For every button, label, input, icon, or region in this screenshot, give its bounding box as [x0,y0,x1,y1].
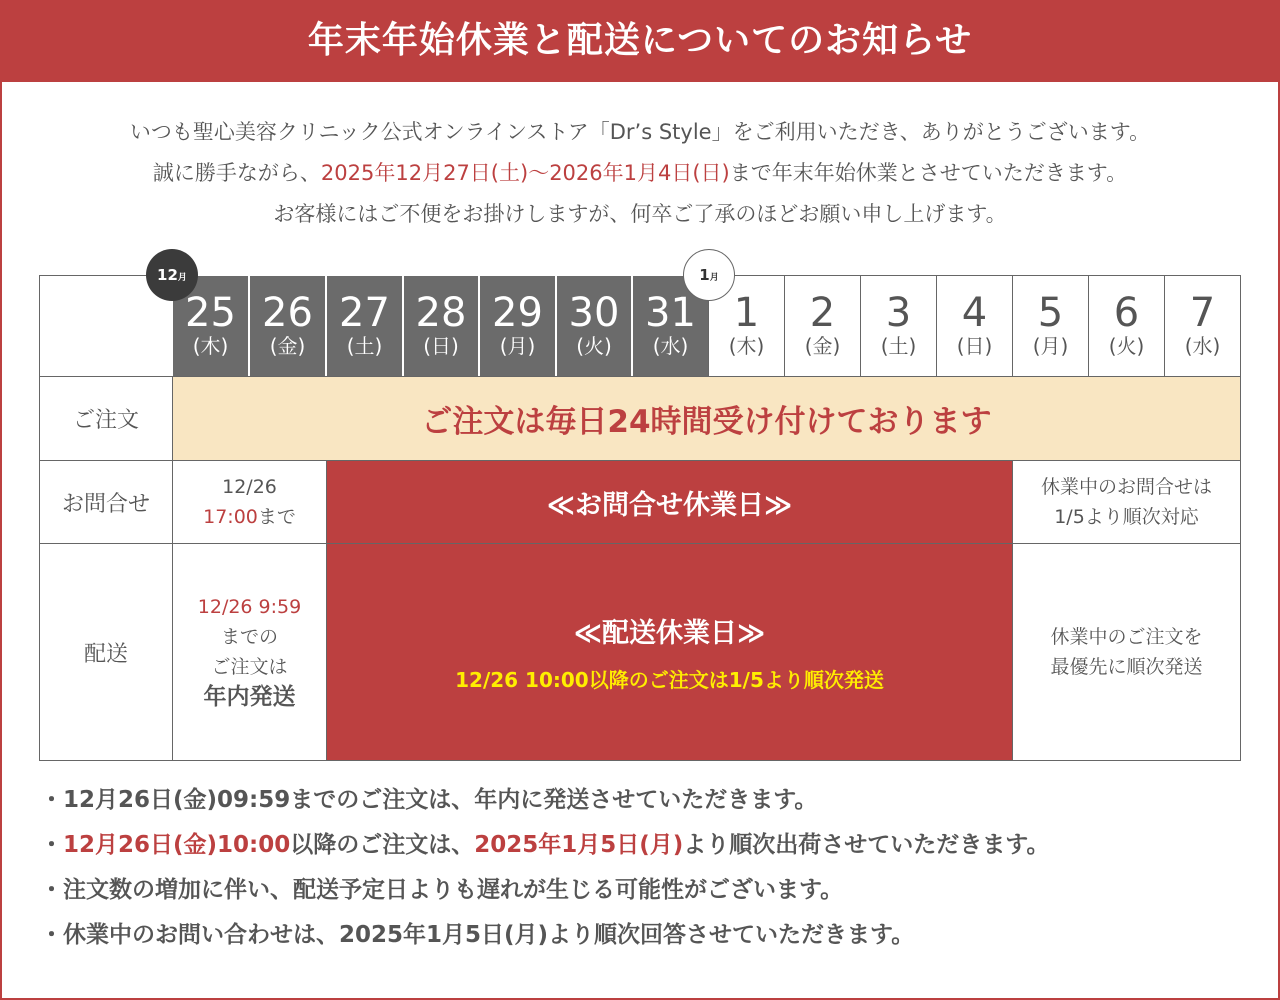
day-number: 6 [1113,290,1140,336]
day-cell [326,275,403,377]
day-cell [403,275,479,377]
shipping-before-line-3: ご注文は [211,656,288,678]
inquiry-before-date: 12/26 [222,476,277,498]
day-number: 30 [568,290,620,336]
shipping-before-year-end: 年内発送 [203,684,296,710]
note-text: より順次出荷させていただきます。 [683,832,1050,858]
day-number: 25 [185,290,236,336]
inquiry-before [172,460,327,544]
day-weekday: (月) [499,334,536,358]
day-weekday: (火) [576,334,612,358]
month-badge-number: 12 [157,266,178,284]
holiday-calendar [39,275,1241,761]
shipping-after-line-1: 休業中のご注文を [1050,626,1203,648]
day-weekday: (金) [269,334,306,358]
day-cell [860,275,937,377]
note-item: ・12月26日(金)09:59までのご注文は、年内に発送させていただきます。 [40,787,818,813]
shipping-after [1012,543,1241,761]
day-weekday: (日) [956,334,993,358]
intro-line-2-pre: 誠に勝手ながら、 [152,161,321,185]
intro-line-2 [0,153,1280,194]
day-number: 7 [1189,290,1216,336]
note-resume-date: 2025年1月5日(月) [474,832,684,858]
day-weekday: (木) [728,334,765,358]
shipping-after-line-2: 最優先に順次発送 [1050,656,1203,678]
order-24h-band: ご注文は毎日24時間受け付けております [172,376,1241,461]
note-bullet: ・ [40,832,63,858]
month-badge-unit: 月 [177,273,187,283]
notes-list [40,778,1240,958]
inquiry-before-time: 17:00 [203,506,258,528]
inquiry-after [1012,460,1241,544]
shipping-closed-block [326,543,1013,761]
day-cell [1088,275,1165,377]
intro-text [0,112,1280,235]
day-weekday: (日) [423,334,459,358]
day-number: 28 [415,290,467,336]
day-number: 5 [1037,290,1064,336]
month-badge-unit: 月 [709,273,719,283]
shipping-closed-note: 12/26 10:00以降のご注文は1/5より順次発送 [455,668,884,692]
day-number: 2 [809,290,836,336]
inquiry-before-suffix: まで [257,506,296,528]
day-weekday: (月) [1032,334,1069,358]
day-cell [936,275,1013,377]
day-cell [1164,275,1241,377]
inquiry-before-deadline [203,502,296,532]
day-weekday: (土) [880,334,917,358]
day-number: 3 [885,290,912,336]
day-weekday: (金) [804,334,841,358]
shipping-before [172,543,327,761]
row-label-order: ご注文 [39,376,173,461]
day-number: 29 [492,290,543,336]
row-label-shipping: 配送 [39,543,173,761]
intro-line-2-post: まで年末年始休業とさせていただきます。 [729,161,1128,185]
shipping-before-deadline: 12/26 9:59 [197,596,302,618]
inquiry-closed-label: ≪お問合せ休業日≫ [546,489,793,521]
intro-line-3: お客様にはご不便をお掛けしますが、何卒ご了承のほどお願い申し上げます。 [273,202,1007,226]
row-label-inquiry: お問合せ [39,460,173,544]
day-cell [479,275,556,377]
day-weekday: (水) [1184,334,1221,358]
day-cell [556,275,632,377]
day-number: 4 [961,290,988,336]
shipping-closed-label: ≪配送休業日≫ [573,618,766,649]
day-cell [249,275,326,377]
day-number: 26 [262,290,313,336]
day-number: 27 [339,290,390,336]
inquiry-after-line-2: 1/5より順次対応 [1054,506,1199,528]
day-weekday: (土) [346,334,383,358]
note-cutoff-time: 12月26日(金)10:00 [63,832,291,858]
shipping-before-line-2: までの [220,626,278,648]
day-number: 1 [733,290,760,336]
note-text: 以降のご注文は、 [290,832,475,858]
page-title: 年末年始休業と配送についてのお知らせ [0,0,1280,82]
day-cell [784,275,861,377]
day-weekday: (水) [652,334,689,358]
day-weekday: (木) [192,334,229,358]
intro-line-1: いつも聖心美容クリニック公式オンラインストア「Dr’s Style」をご利用いただき、ありがとうございます。 [129,120,1151,144]
note-item: ・休業中のお問い合わせは、2025年1月5日(月)より順次回答させていただきます。 [40,922,915,948]
note-item: ・注文数の増加に伴い、配送予定日よりも遅れが生じる可能性がございます。 [40,877,844,903]
inquiry-after-line-1: 休業中のお問合せは [1040,476,1212,498]
month-badge-number: 1 [699,266,710,284]
holiday-period: 2025年12月27日(土)〜2026年1月4日(日) [320,161,730,185]
note-item [40,823,1240,868]
day-weekday: (火) [1108,334,1145,358]
day-number: 31 [645,290,696,336]
month-badge-december [146,249,198,301]
month-badge-january [683,249,735,301]
inquiry-closed-block [326,460,1013,544]
day-cell [1012,275,1089,377]
